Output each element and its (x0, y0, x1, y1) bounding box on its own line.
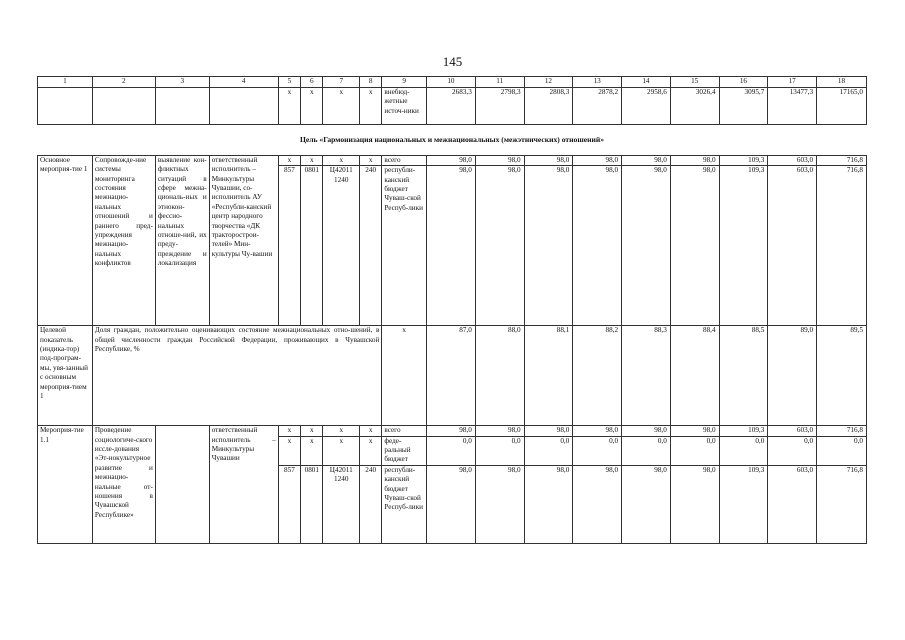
funding-source: внебюд-жетные источ-ники (382, 88, 427, 125)
table-cell: 0,0 (622, 436, 671, 465)
table-cell: 3026,4 (670, 88, 719, 125)
table-cell: 240 (360, 166, 382, 326)
table-cell: 2958,6 (622, 88, 671, 125)
col-header: 10 (427, 77, 476, 88)
table-cell: x (323, 156, 360, 166)
table-cell: 98,0 (524, 465, 573, 543)
table-cell: x (360, 156, 382, 166)
table-cell: 0,0 (670, 436, 719, 465)
table-cell: 716,8 (817, 166, 867, 326)
table-cell: 2798,3 (475, 88, 524, 125)
goal-heading: Цель «Гармонизация национальных и межнациональных (межэтнических) отношений» (38, 125, 867, 156)
table-cell: Ц42011 1240 (323, 166, 360, 326)
event-name: Проведение социологиче-ского иссле-дования «Эт-нокультурное развитие и межнацио-нальные от-ношения в Чувашской Республике» (92, 426, 155, 543)
col-header: 12 (524, 77, 573, 88)
table-cell: x (278, 156, 300, 166)
table-cell: 98,0 (573, 465, 622, 543)
table-cell: 98,0 (622, 426, 671, 436)
table-cell: x (301, 426, 323, 436)
table-cell: 716,8 (817, 156, 867, 166)
table-cell: 603,0 (768, 156, 817, 166)
table-cell: Ц42011 1240 (323, 465, 360, 543)
table-cell: 857 (278, 166, 300, 326)
col-header: 1 (38, 77, 93, 88)
table-cell: 2878,2 (573, 88, 622, 125)
table-cell: x (360, 436, 382, 465)
table-cell: 716,8 (817, 426, 867, 436)
table-cell: 857 (278, 465, 300, 543)
table-cell: 87,0 (427, 326, 476, 426)
table-cell: 88,2 (573, 326, 622, 426)
col-header: 9 (382, 77, 427, 88)
table-cell: 88,5 (719, 326, 768, 426)
funding-source: всего (382, 156, 427, 166)
table-cell: 17165,0 (817, 88, 867, 125)
event-executor: ответственный исполнитель – Минкультуры Чувашии (209, 426, 278, 543)
table-cell: 88,1 (524, 326, 573, 426)
table-row (38, 156, 867, 166)
table-cell: 98,0 (524, 156, 573, 166)
table-cell: 98,0 (524, 166, 573, 326)
table-cell: x (278, 436, 300, 465)
table-cell: 603,0 (768, 166, 817, 326)
table-cell: 98,0 (427, 426, 476, 436)
event-type: Мероприя-тие 1.1 (38, 426, 93, 543)
col-header: 7 (323, 77, 360, 88)
table-cell: x (323, 436, 360, 465)
table-cell: x (382, 326, 427, 426)
table-cell: 98,0 (573, 166, 622, 326)
table-cell: 603,0 (768, 426, 817, 436)
table-cell: 88,0 (475, 326, 524, 426)
indicator-name: Доля граждан, положительно оценивающих состояние межнациональных отно-шений, в общей численности граждан Российской Федерации, проживающих в Чувашской Республике, % (92, 326, 382, 426)
budget-table (37, 76, 867, 544)
table-row (38, 426, 867, 436)
table-cell: 98,0 (670, 426, 719, 436)
table-cell: 240 (360, 465, 382, 543)
funding-source: республи-канский бюджет Чуваш-ской Респуб-лики (382, 166, 427, 326)
table-cell: 0801 (301, 465, 323, 543)
col-header: 18 (817, 77, 867, 88)
table-cell: 98,0 (524, 426, 573, 436)
table-cell: 3095,7 (719, 88, 768, 125)
table-cell: x (323, 88, 360, 125)
table-cell: x (301, 436, 323, 465)
col-header: 2 (92, 77, 155, 88)
table-cell: 98,0 (427, 465, 476, 543)
table-cell: 98,0 (622, 156, 671, 166)
table-cell: 98,0 (622, 166, 671, 326)
table-cell: 716,8 (817, 465, 867, 543)
table-cell: 88,4 (670, 326, 719, 426)
funding-source: феде-ральный бюджет (382, 436, 427, 465)
table-cell: 88,3 (622, 326, 671, 426)
event-task: выявление кон-фликтных ситуаций в сфере межна-циональ-ных и этнокон-фессио-нальных отноше-ний, их преду-преждение и локализация (155, 156, 209, 326)
page-number: 145 (442, 54, 463, 69)
table-row (38, 88, 867, 125)
table-cell: 89,0 (768, 326, 817, 426)
table-cell: 13477,3 (768, 88, 817, 125)
table-cell: 0,0 (427, 436, 476, 465)
table-cell: 98,0 (475, 166, 524, 326)
table-cell: 109,3 (719, 156, 768, 166)
table-cell: 98,0 (427, 156, 476, 166)
table-cell: x (301, 156, 323, 166)
col-header: 14 (622, 77, 671, 88)
table-cell: x (360, 88, 382, 125)
table-cell: 0,0 (719, 436, 768, 465)
table-cell: x (278, 88, 300, 125)
table-cell: 0,0 (475, 436, 524, 465)
col-header: 3 (155, 77, 209, 88)
table-cell: 98,0 (475, 426, 524, 436)
col-header: 4 (209, 77, 278, 88)
table-row (38, 326, 867, 426)
col-header: 16 (719, 77, 768, 88)
col-header: 13 (573, 77, 622, 88)
table-cell: 0,0 (573, 436, 622, 465)
table-cell: 98,0 (573, 156, 622, 166)
header-row (38, 77, 867, 88)
indicator-type: Целевой показатель (индика-тор) под-програм-мы, увя-занный с основным мероприя-тием 1 (38, 326, 93, 426)
table-cell: 109,3 (719, 426, 768, 436)
event-executor: ответственный исполнитель – Минкультуры Чувашии, со-исполнитель АУ «Республи-канский центр народного творчества «ДК тракторострои-телей» Мин-культуры Чу-вашии (209, 156, 278, 326)
table-cell: 0,0 (768, 436, 817, 465)
table-cell: 0,0 (817, 436, 867, 465)
col-header: 17 (768, 77, 817, 88)
goal-row (38, 125, 867, 156)
table-cell: 2808,3 (524, 88, 573, 125)
event-type: Основное мероприя-тие 1 (38, 156, 93, 326)
col-header: 8 (360, 77, 382, 88)
table-cell: x (360, 426, 382, 436)
event-name: Сопровожде-ние системы мониторинга состояния межнацио-нальных отношений и раннего пред-упреждения межнацио-нальных конфликтов (92, 156, 155, 326)
table-cell: 89,5 (817, 326, 867, 426)
col-header: 6 (301, 77, 323, 88)
col-header: 15 (670, 77, 719, 88)
table-cell: x (323, 426, 360, 436)
table-cell: 98,0 (573, 426, 622, 436)
table-cell: 109,3 (719, 166, 768, 326)
table-cell: 98,0 (670, 156, 719, 166)
col-header: 5 (278, 77, 300, 88)
table-cell: 109,3 (719, 465, 768, 543)
table-cell: 98,0 (475, 465, 524, 543)
table-cell: 98,0 (427, 166, 476, 326)
table-cell: 0,0 (524, 436, 573, 465)
table-cell: 98,0 (670, 465, 719, 543)
funding-source: республи-канский бюджет Чуваш-ской Респуб-лики (382, 465, 427, 543)
table-cell: 98,0 (622, 465, 671, 543)
table-cell: 2683,3 (427, 88, 476, 125)
table-cell: 98,0 (475, 156, 524, 166)
table-cell: x (301, 88, 323, 125)
table-cell: x (278, 426, 300, 436)
funding-source: всего (382, 426, 427, 436)
table-cell: 0801 (301, 166, 323, 326)
table-cell: 98,0 (670, 166, 719, 326)
table-cell: 603,0 (768, 465, 817, 543)
col-header: 11 (475, 77, 524, 88)
